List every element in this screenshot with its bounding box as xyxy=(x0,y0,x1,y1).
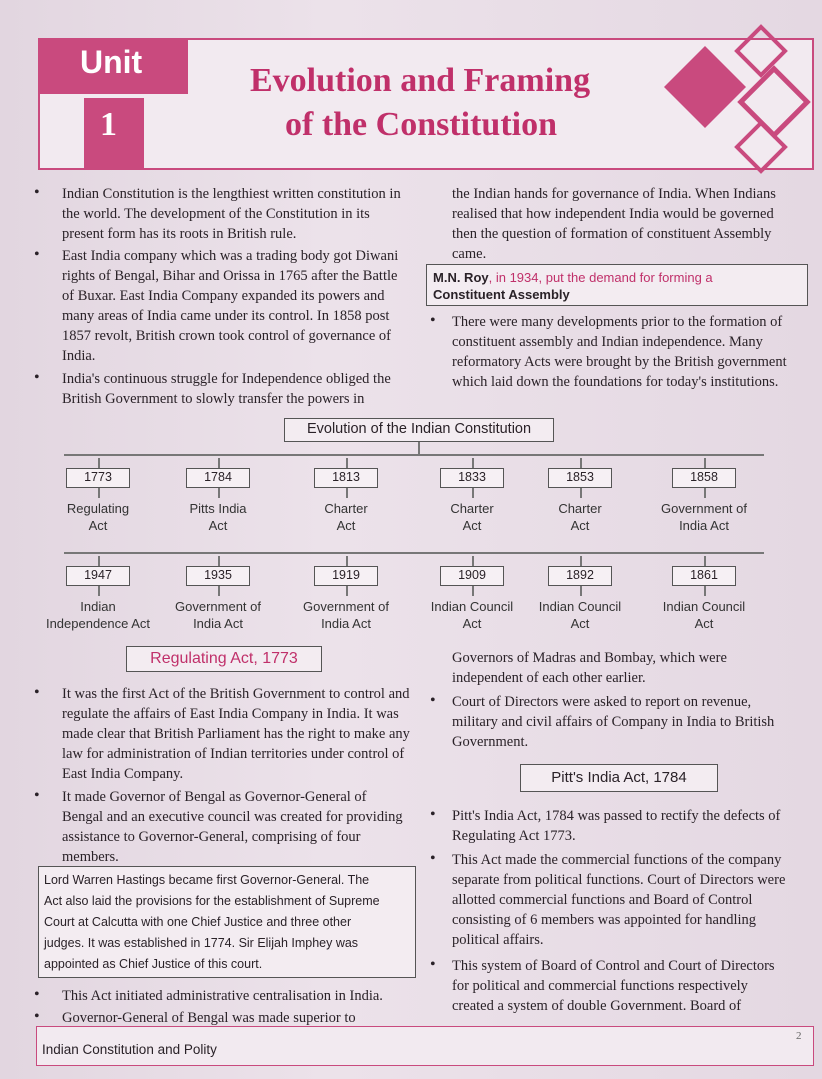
warren-hastings-note-box xyxy=(38,866,416,978)
year-box: 1813 xyxy=(314,468,378,488)
pitts-bullet-1: Pitt's India Act, 1784 was passed to rectify the defects of Regulating Act 1773. xyxy=(452,808,781,844)
act-name-line: Indian Council xyxy=(538,599,622,614)
regulating-act-heading: Regulating Act, 1773 xyxy=(126,646,322,672)
act-name-line: India Act xyxy=(679,518,729,533)
act-name xyxy=(629,500,779,534)
act-name-line: Act xyxy=(462,518,482,533)
evolution-flowchart xyxy=(34,418,810,642)
act-name-line: Government of xyxy=(661,501,747,516)
act-name-line: Act xyxy=(462,616,482,631)
act-name xyxy=(629,598,779,632)
connector-line xyxy=(580,488,582,498)
act-name-line: India Act xyxy=(193,616,243,631)
act-name-line: Charter xyxy=(558,501,602,516)
act-name-line: Regulating xyxy=(66,501,130,516)
bullet-icon: • xyxy=(34,986,40,1003)
connector-line xyxy=(580,458,582,468)
regulating-bullet-4: Governor-General of Bengal was made superior to xyxy=(62,1010,356,1026)
intro-right-bullet: There were many developments prior to the formation of constituent assembly and Indian independence. Many reformatory Acts were brought by the British government which laid down the foundations for today's institutions. xyxy=(452,314,787,390)
bullet-icon: • xyxy=(34,184,40,201)
bullet-icon: • xyxy=(430,692,436,709)
connector-line xyxy=(580,586,582,596)
connector-line xyxy=(472,488,474,498)
year-box: 1833 xyxy=(440,468,504,488)
bullet-icon: • xyxy=(34,246,40,263)
act-name-line: Act xyxy=(570,518,590,533)
connector-line xyxy=(704,586,706,596)
pitts-india-act-heading: Pitt's India Act, 1784 xyxy=(520,764,718,792)
act-name-line: Indian Council xyxy=(662,599,746,614)
unit-number: 1 xyxy=(100,106,117,143)
note-line: Court at Calcutta with one Chief Justice and three other xyxy=(44,915,352,929)
bullet-icon: • xyxy=(430,850,436,867)
unit-label: Unit xyxy=(80,44,143,80)
act-name-line: Act xyxy=(570,616,590,631)
connector-line xyxy=(472,586,474,596)
act-name-line: Indian xyxy=(80,599,116,614)
bullet-icon: • xyxy=(34,1008,40,1025)
year-box: 1784 xyxy=(186,468,250,488)
act-name-line: Government of xyxy=(175,599,261,614)
act-name-line: Pitts India xyxy=(189,501,247,516)
intro-paragraph-3: India's continuous struggle for Independence obliged the British Government to slowly transfer the powers in xyxy=(62,371,391,407)
connector-line xyxy=(704,556,706,566)
pitts-bullet-3: This system of Board of Control and Court of Directors for political and commercial functions respectively created a system of double Government. Board of xyxy=(452,958,775,1014)
bullet-icon: • xyxy=(430,806,436,823)
mn-roy-name: M.N. Roy xyxy=(433,270,489,285)
connector-line xyxy=(346,586,348,596)
note-line: judges. It was established in 1774. Sir Elijah Imphey was xyxy=(44,936,359,950)
note-line: Act also laid the provisions for the establishment of Supreme xyxy=(44,894,380,908)
act-name-line: Act xyxy=(208,518,228,533)
connector-line xyxy=(64,454,764,456)
year-box: 1935 xyxy=(186,566,250,586)
bullet-icon: • xyxy=(34,787,40,804)
regulating-bullet-2: It made Governor of Bengal as Governor-General of Bengal and an executive council was created for providing assistance to Governor-General, comprising of four members. xyxy=(62,789,403,865)
act-name-line: Act xyxy=(88,518,108,533)
constituent-assembly-label: Constituent Assembly xyxy=(433,287,570,302)
act-name-line: Act xyxy=(694,616,714,631)
connector-line xyxy=(98,488,100,498)
act-name-line: Charter xyxy=(450,501,494,516)
act-name-line: Indian Council xyxy=(430,599,514,614)
flowchart-title: Evolution of the Indian Constitution xyxy=(284,418,554,442)
year-box: 1909 xyxy=(440,566,504,586)
year-box: 1773 xyxy=(66,468,130,488)
connector-line xyxy=(218,488,220,498)
note-line: appointed as Chief Justice of this court. xyxy=(44,957,263,971)
regulating-bullet-3: This Act initiated administrative centralisation in India. xyxy=(62,988,383,1004)
act-name-line: India Act xyxy=(321,616,371,631)
intro-paragraph-1: Indian Constitution is the lengthiest written constitution in the world. The development of the Constitution in its present form has its roots in British rule. xyxy=(62,186,401,242)
connector-line xyxy=(64,552,764,554)
connector-line xyxy=(346,458,348,468)
connector-line xyxy=(98,586,100,596)
year-box: 1861 xyxy=(672,566,736,586)
book-title-footer: Indian Constitution and Polity xyxy=(42,1042,217,1057)
connector-line xyxy=(346,556,348,566)
year-box: 1853 xyxy=(548,468,612,488)
connector-line xyxy=(98,556,100,566)
connector-line xyxy=(346,488,348,498)
note-line: Lord Warren Hastings became first Governor-General. The xyxy=(44,873,370,887)
mn-roy-note-box xyxy=(426,264,808,306)
page-number: 2 xyxy=(796,1030,802,1042)
bullet-icon: • xyxy=(430,956,436,973)
bullet-icon: • xyxy=(34,369,40,386)
mn-roy-text: , in 1934, put the demand for forming a xyxy=(488,270,713,285)
regulating-continuation: Governors of Madras and Bombay, which were independent of each other earlier. xyxy=(452,650,727,686)
connector-line xyxy=(218,556,220,566)
act-name-line: Government of xyxy=(303,599,389,614)
court-directors-bullet: Court of Directors were asked to report on revenue, military and civil affairs of Company in India to British Government. xyxy=(452,694,775,750)
connector-line xyxy=(580,556,582,566)
connector-line xyxy=(704,488,706,498)
chapter-title-line2: of the Constitution xyxy=(285,106,558,143)
connector-line xyxy=(704,458,706,468)
connector-line xyxy=(98,458,100,468)
year-box: 1892 xyxy=(548,566,612,586)
connector-line xyxy=(472,458,474,468)
pitts-bullet-2: This Act made the commercial functions of the company separate from political functions. Court of Directors were allotted commercial functions and Board of Control consisting of 6 members was appointed for handling political affairs. xyxy=(452,852,786,948)
year-box: 1919 xyxy=(314,566,378,586)
connector-line xyxy=(418,442,420,454)
act-name-line: Independence Act xyxy=(45,616,151,631)
bullet-icon: • xyxy=(430,312,436,329)
chapter-title-line1: Evolution and Framing xyxy=(250,62,591,99)
year-box: 1947 xyxy=(66,566,130,586)
act-name-line: Act xyxy=(336,518,356,533)
connector-line xyxy=(218,586,220,596)
connector-line xyxy=(472,556,474,566)
connector-line xyxy=(218,458,220,468)
intro-paragraph-2: East India company which was a trading body got Diwani rights of Bengal, Bihar and Orissa in 1765 after the Battle of Buxar. East India Company expanded its powers and many areas of India came under its control. In 1858 post 1857 revolt, British crown took control of governance of India. xyxy=(62,248,399,364)
bullet-icon: • xyxy=(34,684,40,701)
act-name-line: Charter xyxy=(324,501,368,516)
regulating-bullet-1: It was the first Act of the British Government to control and regulate the affairs of East India Company in India. It was made clear that British Parliament has the right to make any law for administration of Indian territories under control of East India Company. xyxy=(62,686,410,782)
year-box: 1858 xyxy=(672,468,736,488)
intro-right-paragraph: the Indian hands for governance of India. When Indians realised that how independent India would be governed then the question of formation of constituent Assembly came. xyxy=(452,186,776,262)
